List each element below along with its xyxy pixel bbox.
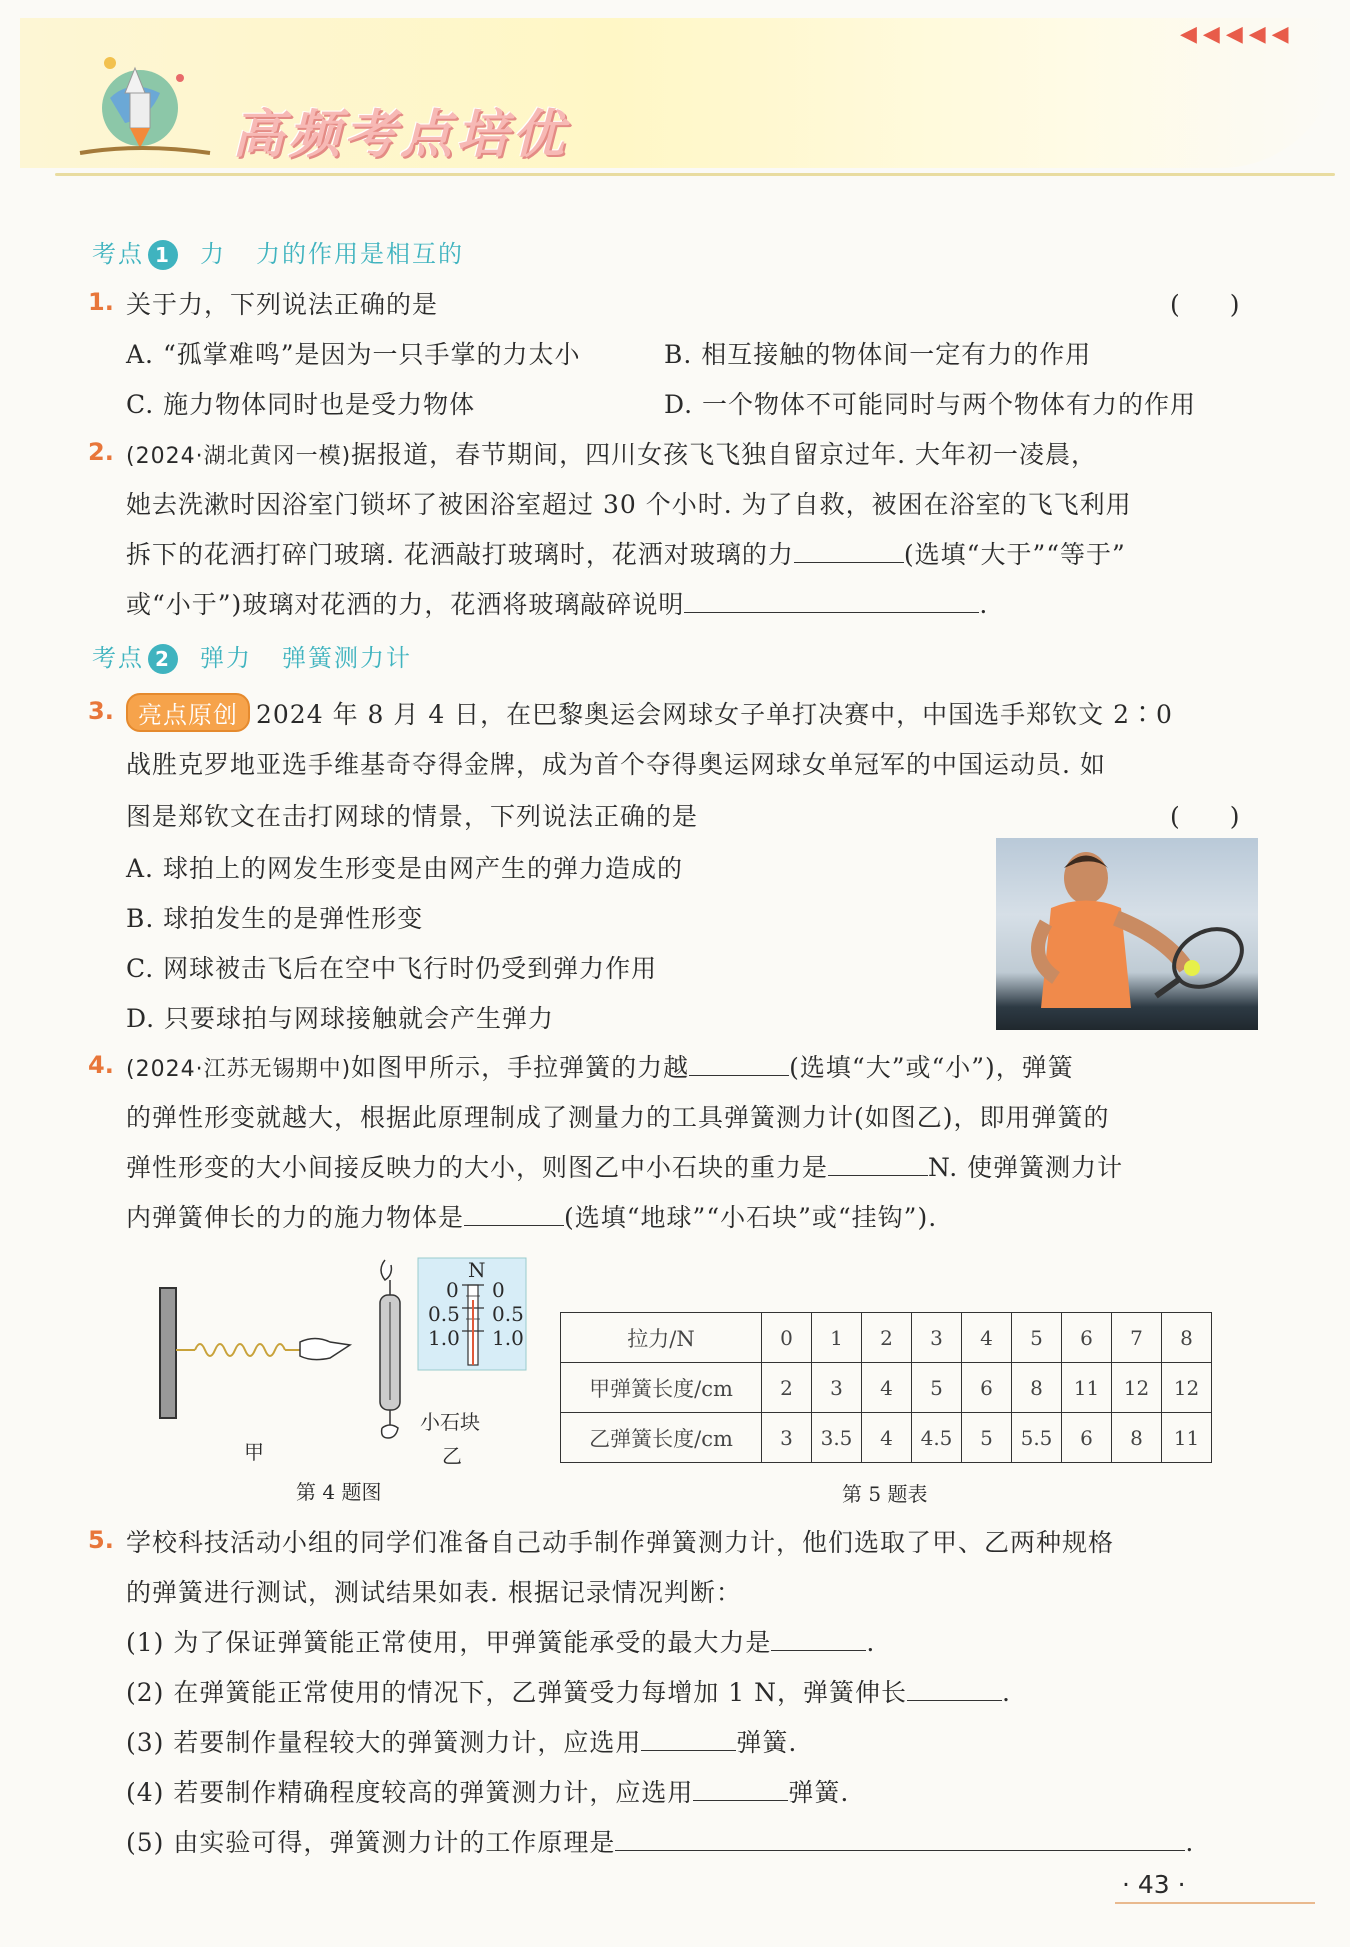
table-cell: 2 [762, 1363, 812, 1413]
sub-question-1: (1) 为了保证弹簧能正常使用，甲弹簧能承受的最大力是 . [126, 1623, 875, 1659]
table-cell: 4 [862, 1413, 912, 1463]
row-header: 甲弹簧长度/cm [561, 1363, 762, 1413]
table-cell: 5 [962, 1413, 1012, 1463]
original-badge: 亮点原创 [126, 693, 250, 732]
answer-blank[interactable] [828, 1150, 928, 1176]
answer-blank[interactable] [641, 1725, 736, 1751]
section-number: 2 [148, 644, 178, 674]
page-title: 高频考点培优 [232, 105, 569, 165]
wall [160, 1288, 176, 1418]
figure-label-jia: 甲 [244, 1440, 264, 1464]
table-cell: 4 [862, 1363, 912, 1413]
row-header: 乙弹簧长度/cm [561, 1413, 762, 1463]
table-cell: 7 [1112, 1313, 1162, 1363]
scale-tick-left: 0.5 [428, 1302, 460, 1326]
question-number: 2. [88, 438, 114, 466]
spring-icon [195, 1344, 285, 1356]
tennis-player-photo [996, 838, 1258, 1030]
answer-bracket: ( ) [1170, 290, 1240, 319]
section-heading-1 [92, 234, 464, 270]
answer-blank[interactable] [689, 1050, 789, 1076]
question-number: 1. [88, 288, 114, 316]
scale-tick-right: 1.0 [492, 1326, 524, 1350]
question-number: 5. [88, 1526, 114, 1554]
question-text: 拆下的花洒打碎门玻璃. 花洒敲打玻璃时，花洒对玻璃的力 (选填“大于”“等于” [126, 535, 1126, 571]
answer-blank[interactable] [464, 1200, 564, 1226]
table-5 [560, 1312, 1212, 1463]
scale-tick-left: 0 [446, 1278, 459, 1302]
table-cell: 0 [762, 1313, 812, 1363]
table-cell: 4.5 [912, 1413, 962, 1463]
table-cell: 8 [1162, 1313, 1212, 1363]
question-stem: 关于力，下列说法正确的是 [126, 290, 439, 319]
option-c: C. 网球被击飞后在空中飞行时仍受到弹力作用 [126, 954, 658, 983]
table-cell: 3.5 [812, 1413, 862, 1463]
section-title-1: 力 [200, 240, 226, 268]
table-cell: 5 [1012, 1313, 1062, 1363]
question-text: 的弹簧进行测试，测试结果如表. 根据记录情况判断： [126, 1578, 742, 1607]
section-title-1: 弹力 [200, 644, 252, 672]
table-cell: 4 [962, 1313, 1012, 1363]
figure-4-diagram [150, 1250, 540, 1470]
stone-label: 小石块 [420, 1410, 480, 1434]
hand-icon [381, 1260, 391, 1280]
table-cell: 3 [912, 1313, 962, 1363]
option-b: B. 球拍发生的是弹性形变 [126, 904, 424, 933]
answer-blank[interactable] [684, 587, 979, 613]
table-cell: 3 [812, 1363, 862, 1413]
scale-tick-left: 1.0 [428, 1326, 460, 1350]
question-text: 的弹性形变就越大，根据此原理制成了测量力的工具弹簧测力计(如图乙)，即用弹簧的 [126, 1103, 1110, 1132]
sub-question-2: (2) 在弹簧能正常使用的情况下，乙弹簧受力每增加 1 N，弹簧伸长 . [126, 1673, 1011, 1709]
page-number: · 43 · [1122, 1870, 1186, 1899]
sub-question-3: (3) 若要制作量程较大的弹簧测力计，应选用 弹簧. [126, 1723, 797, 1759]
table-row [561, 1413, 1212, 1463]
figure-label-yi: 乙 [442, 1444, 462, 1468]
question-text: 战胜克罗地亚选手维基奇夺得金牌，成为首个夺得奥运网球女单冠军的中国运动员. 如 [126, 750, 1106, 779]
table-row [561, 1313, 1212, 1363]
section-title-2: 力的作用是相互的 [256, 240, 464, 268]
section-number: 1 [148, 240, 178, 270]
globe-rocket-logo-icon [70, 48, 220, 168]
option-a: A. 球拍上的网发生形变是由网产生的弹力造成的 [126, 854, 683, 883]
question-text: 或“小于”)玻璃对花洒的力，花洒将玻璃敲碎说明 . [126, 585, 988, 621]
option-b: B. 相互接触的物体间一定有力的作用 [664, 340, 1092, 369]
table-cell: 8 [1012, 1363, 1062, 1413]
stone-icon [382, 1425, 398, 1438]
option-a: A. “孤掌难鸣”是因为一只手掌的力太小 [126, 340, 581, 369]
question-text: (2024·湖北黄冈一模)据报道，春节期间，四川女孩飞飞独自留京过年. 大年初一凌晨， [126, 440, 1098, 469]
section-label: 考点 [92, 644, 144, 672]
option-c: C. 施力物体同时也是受力物体 [126, 390, 476, 419]
table-cell: 12 [1162, 1363, 1212, 1413]
table-cell: 1 [812, 1313, 862, 1363]
table-cell: 6 [1062, 1413, 1112, 1463]
table-cell: 12 [1112, 1363, 1162, 1413]
answer-blank[interactable] [693, 1775, 788, 1801]
answer-blank[interactable] [771, 1625, 866, 1651]
answer-blank[interactable] [794, 537, 904, 563]
scale-unit: N [468, 1258, 486, 1282]
question-number: 4. [88, 1051, 114, 1079]
table-5-caption: 第 5 题表 [842, 1482, 928, 1506]
arrow-decoration-icon: ◀◀◀◀◀ [1180, 22, 1295, 47]
sub-question-5: (5) 由实验可得，弹簧测力计的工作原理是 . [126, 1823, 1194, 1859]
question-number: 3. [88, 697, 114, 725]
table-cell: 6 [1062, 1313, 1112, 1363]
question-text: 亮点原创 2024 年 8 月 4 日，在巴黎奥运会网球女子单打决赛中，中国选手郑钦文 2∶0 [126, 693, 1173, 732]
table-cell: 5.5 [1012, 1413, 1062, 1463]
option-d: D. 一个物体不可能同时与两个物体有力的作用 [664, 390, 1197, 419]
section-heading-2 [92, 638, 412, 674]
row-header: 拉力/N [561, 1313, 762, 1363]
sub-question-4: (4) 若要制作精确程度较高的弹簧测力计，应选用 弹簧. [126, 1773, 849, 1809]
question-text: 图是郑钦文在击打网球的情景，下列说法正确的是 [126, 802, 699, 831]
scale-tick-right: 0 [492, 1278, 505, 1302]
question-text: 学校科技活动小组的同学们准备自己动手制作弹簧测力计，他们选取了甲、乙两种规格 [126, 1528, 1115, 1557]
table-cell: 2 [862, 1313, 912, 1363]
answer-bracket: ( ) [1170, 802, 1240, 831]
figure-4-caption: 第 4 题图 [296, 1480, 382, 1504]
scale-tick-right: 0.5 [492, 1302, 524, 1326]
table-cell: 3 [762, 1413, 812, 1463]
table-cell: 8 [1112, 1413, 1162, 1463]
question-text: 内弹簧伸长的力的施力物体是 (选填“地球”“小石块”或“挂钩”). [126, 1198, 937, 1234]
table-cell: 5 [912, 1363, 962, 1413]
table-row [561, 1363, 1212, 1413]
question-source: (2024·湖北黄冈一模) [126, 444, 352, 469]
table-cell: 6 [962, 1363, 1012, 1413]
hand-icon [300, 1339, 350, 1360]
section-title-2: 弹簧测力计 [282, 644, 412, 672]
page-number-underline [1115, 1902, 1315, 1904]
table-cell: 11 [1062, 1363, 1112, 1413]
question-text: 弹性形变的大小间接反映力的大小，则图乙中小石块的重力是 N. 使弹簧测力计 [126, 1148, 1123, 1184]
question-text: (2024·江苏无锡期中)如图甲所示，手拉弹簧的力越 (选填“大”或“小”)，弹簧 [126, 1048, 1074, 1084]
answer-blank[interactable] [615, 1825, 1185, 1851]
option-d: D. 只要球拍与网球接触就会产生弹力 [126, 1004, 555, 1033]
section-label: 考点 [92, 240, 144, 268]
answer-blank[interactable] [907, 1675, 1002, 1701]
question-source: (2024·江苏无锡期中) [126, 1057, 352, 1082]
table-cell: 11 [1162, 1413, 1212, 1463]
question-text: 她去洗漱时因浴室门锁坏了被困浴室超过 30 个小时. 为了自救，被困在浴室的飞飞利用 [126, 490, 1132, 519]
